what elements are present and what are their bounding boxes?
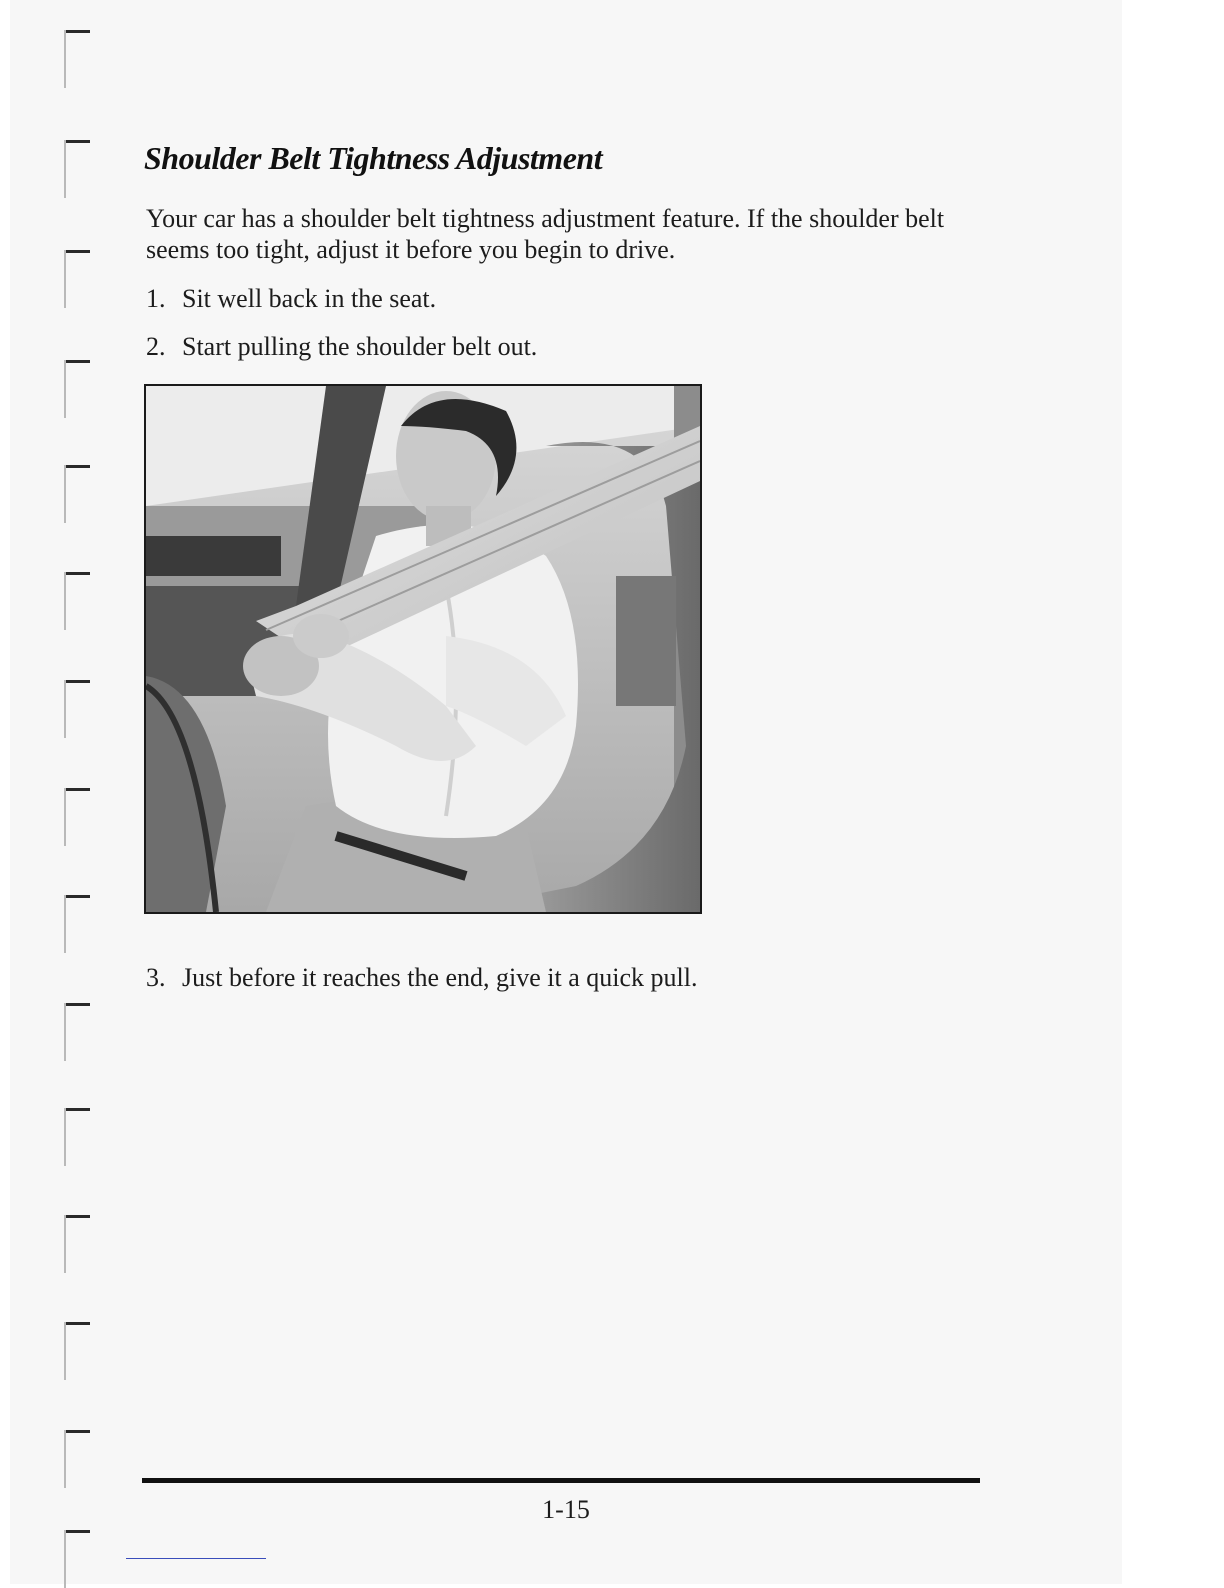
- binder-tab-mark: [64, 680, 90, 738]
- binder-tab-mark: [64, 1430, 90, 1488]
- step-number: 1.: [146, 284, 166, 313]
- binder-tab-mark: [64, 1322, 90, 1380]
- driver-pulling-belt-image: [146, 386, 700, 912]
- binder-tab-mark: [64, 1215, 90, 1273]
- step-text: Just before it reaches the end, give it a quick pull.: [182, 963, 698, 992]
- binder-tab-mark: [64, 250, 90, 308]
- step-item: [146, 962, 698, 993]
- step-text: Sit well back in the seat.: [182, 284, 437, 313]
- step-number: 2.: [146, 332, 166, 361]
- binder-tab-mark: [64, 1530, 90, 1588]
- step-text: Start pulling the shoulder belt out.: [182, 332, 538, 361]
- footer-rule: [142, 1478, 980, 1483]
- binder-tab-mark: [64, 465, 90, 523]
- bottom-edge-line: [126, 1558, 266, 1559]
- step-number: 3.: [146, 963, 166, 992]
- page-number: 1-15: [542, 1495, 590, 1524]
- binder-tab-mark: [64, 788, 90, 846]
- section-heading: Shoulder Belt Tightness Adjustment: [144, 140, 603, 176]
- binder-tab-mark: [64, 1108, 90, 1166]
- binder-tab-mark: [64, 572, 90, 630]
- intro-paragraph: Your car has a shoulder belt tightness adjustment feature. If the shoulder belt seems too tight, adjust it before you begin to drive.: [146, 204, 945, 264]
- seat-belt-illustration: [144, 384, 702, 914]
- step-item: [146, 283, 436, 314]
- binder-tab-mark: [64, 140, 90, 198]
- binder-tab-mark: [64, 1003, 90, 1061]
- binder-tab-mark: [64, 895, 90, 953]
- binder-tab-mark: [64, 30, 90, 88]
- step-item: [146, 331, 537, 362]
- binder-tab-mark: [64, 360, 90, 418]
